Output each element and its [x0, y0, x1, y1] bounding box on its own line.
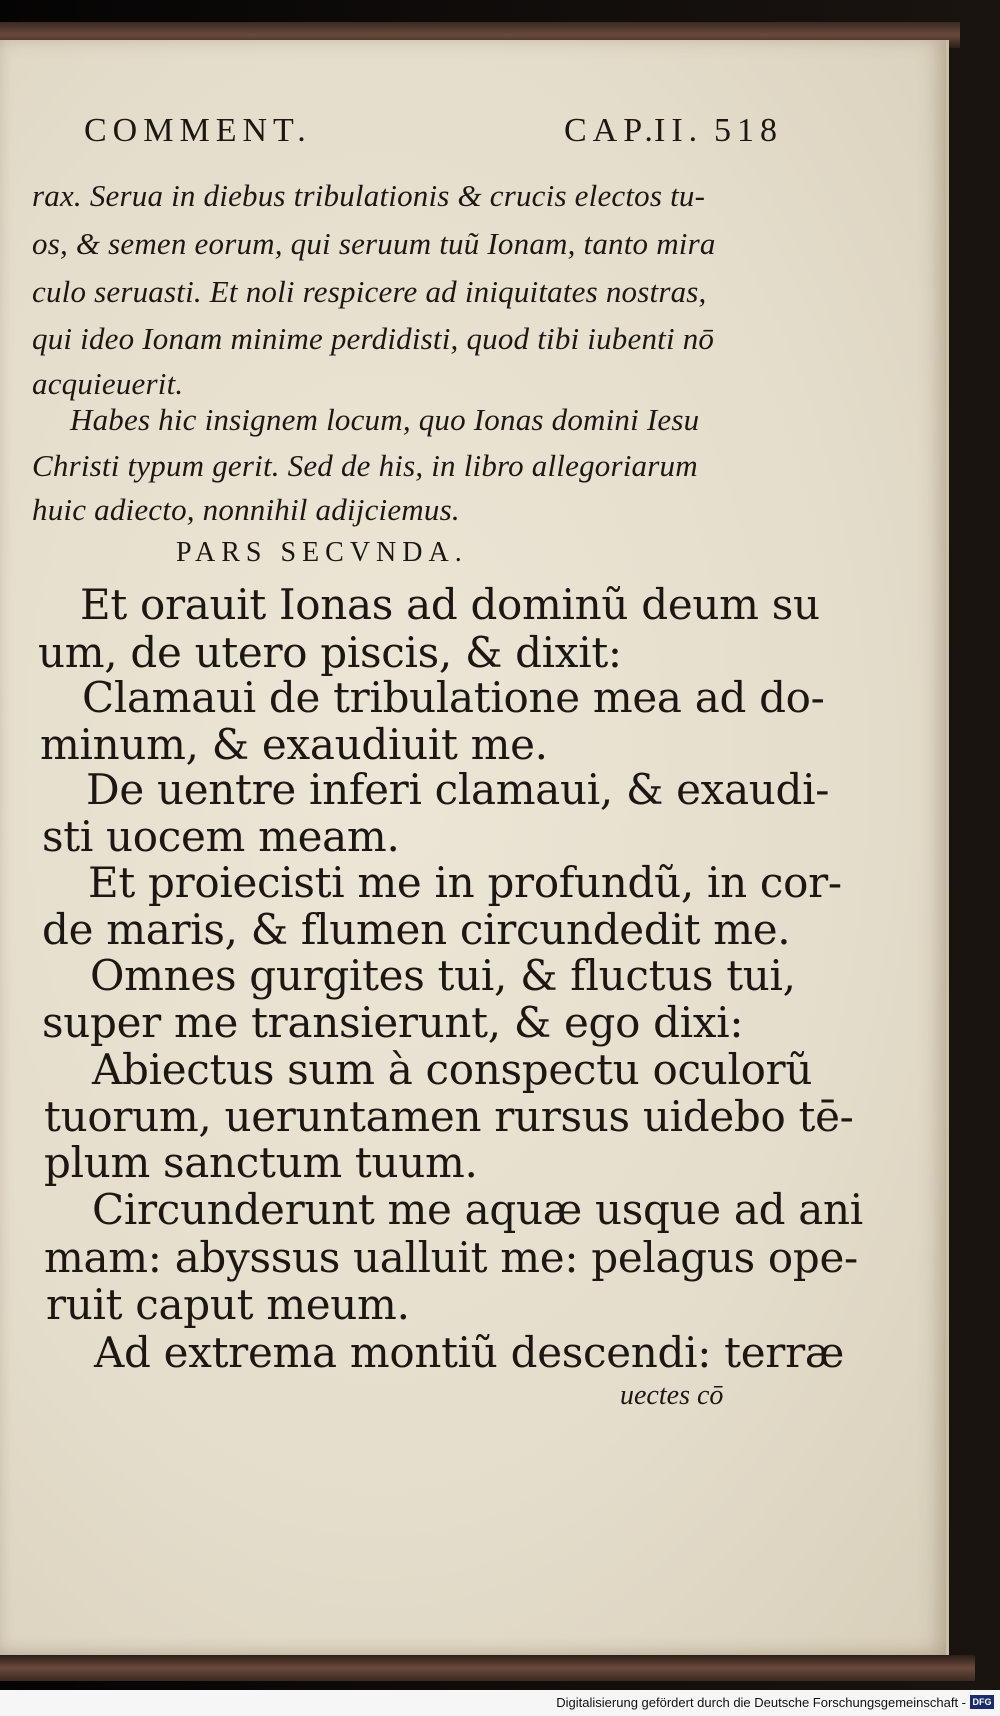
verse-line: Ad extrema montiũ descendi: terræ	[94, 1328, 845, 1377]
commentary-line: Christi typum gerit. Sed de his, in libro allegoriarum	[32, 448, 698, 483]
commentary-line: os, & semen eorum, qui seruum tuũ Ionam, tanto mira	[32, 226, 716, 261]
catchword: uectes cō	[620, 1380, 724, 1411]
commentary-line: qui ideo Ionam minime perdidisti, quod tibi iubenti nō	[32, 321, 715, 356]
verse-line: Abiectus sum à conspectu oculorũ	[92, 1045, 813, 1094]
header-cap: CAP.	[564, 112, 659, 149]
verse-line: Omnes gurgites tui, & fluctus tui,	[90, 951, 796, 1000]
dfg-logo: DFG	[970, 1695, 994, 1709]
footer-bar	[0, 1690, 1000, 1716]
footer-credit: Digitalisierung gefördert durch die Deutsche Forschungsgemeinschaft -	[556, 1695, 966, 1710]
commentary-line: Habes hic insignem locum, quo Ionas domini Iesu	[70, 402, 700, 437]
verse-line: Et orauit Ionas ad dominũ deum su	[80, 580, 820, 629]
verse-line: de maris, & flumen circundedit me.	[42, 905, 791, 954]
verse-line: sti uocem meam.	[42, 812, 400, 861]
binding-bottom-edge	[0, 1655, 975, 1681]
verse-line: ruit caput meum.	[46, 1280, 410, 1329]
verse-line: De uentre inferi clamaui, & exaudi-	[86, 765, 830, 814]
commentary-line: huic adiecto, nonnihil adijciemus.	[32, 492, 460, 527]
verse-line: super me transierunt, & ego dixi:	[42, 998, 744, 1047]
verse-line: Clamaui de tribulatione mea ad do-	[82, 673, 825, 722]
verse-line: um, de utero piscis, & dixit:	[38, 628, 622, 677]
verse-line: Circunderunt me aquæ usque ad ani	[92, 1185, 863, 1234]
running-header	[84, 112, 783, 150]
header-chapter: II.	[654, 112, 704, 149]
verse-line: plum sanctum tuum.	[44, 1138, 478, 1187]
verse-line: mam: abyssus ualluit me: pelagus ope-	[44, 1233, 858, 1282]
verse-line: minum, & exaudiuit me.	[40, 720, 548, 769]
header-title: COMMENT.	[84, 112, 312, 149]
commentary-line: rax. Serua in diebus tribulationis & crucis electos tu-	[32, 178, 706, 213]
page-number: 518	[714, 112, 783, 149]
commentary-line: acquieuerit.	[32, 366, 184, 401]
section-title: PARS SECVNDA.	[176, 537, 468, 568]
verse-line: tuorum, ueruntamen rursus uidebo tē-	[44, 1092, 854, 1141]
commentary-line: culo seruasti. Et noli respicere ad iniquitates nostras,	[32, 274, 707, 309]
verse-line: Et proiecisti me in profundũ, in cor-	[88, 858, 842, 907]
